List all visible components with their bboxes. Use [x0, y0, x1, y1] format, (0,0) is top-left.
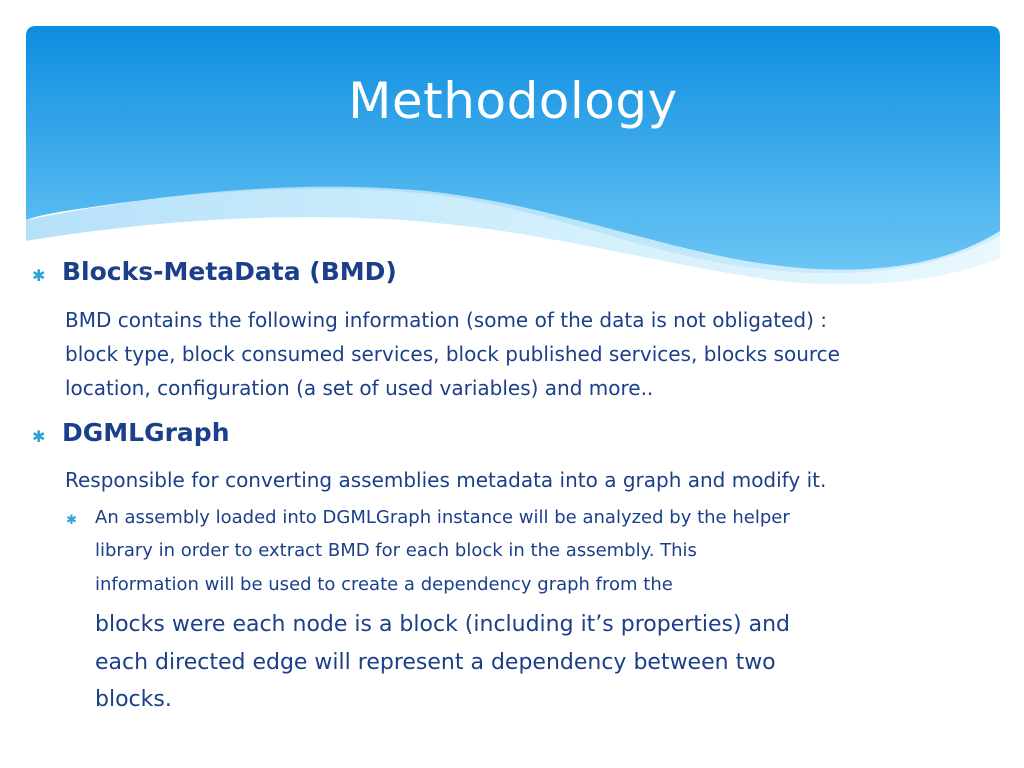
- slide-title: Methodology: [348, 72, 678, 130]
- bmd-line: location, configuration (a set of used variables) and more..: [65, 376, 654, 400]
- sub-line: An assembly loaded into DGMLGraph instance will be analyzed by the helper: [95, 507, 790, 528]
- sub-line: blocks.: [95, 687, 172, 712]
- sub-bullet-star-icon: ✱: [66, 513, 77, 528]
- dgml-line: Responsible for converting assemblies metadata into a graph and modify it.: [65, 468, 827, 492]
- bmd-line: block type, block consumed services, block published services, blocks source: [65, 342, 840, 366]
- bullet-star-icon: ✱: [32, 427, 46, 446]
- sub-line: information will be used to create a dependency graph from the: [95, 574, 673, 595]
- bullet-heading-dgmlgraph: DGMLGraph: [62, 418, 230, 447]
- bmd-line: BMD contains the following information (some of the data is not obligated) :: [65, 308, 827, 332]
- bullet-star-icon: ✱: [32, 266, 46, 285]
- sub-line: library in order to extract BMD for each block in the assembly. This: [95, 540, 697, 561]
- sub-line: each directed edge will represent a dependency between two: [95, 650, 776, 675]
- bullet-body-bmd: [65, 303, 840, 405]
- bullet-heading-bmd: Blocks-MetaData (BMD): [62, 257, 397, 286]
- sub-line: blocks were each node is a block (including it’s properties) and: [95, 612, 790, 637]
- bullet-body-dgmlgraph: [65, 463, 826, 497]
